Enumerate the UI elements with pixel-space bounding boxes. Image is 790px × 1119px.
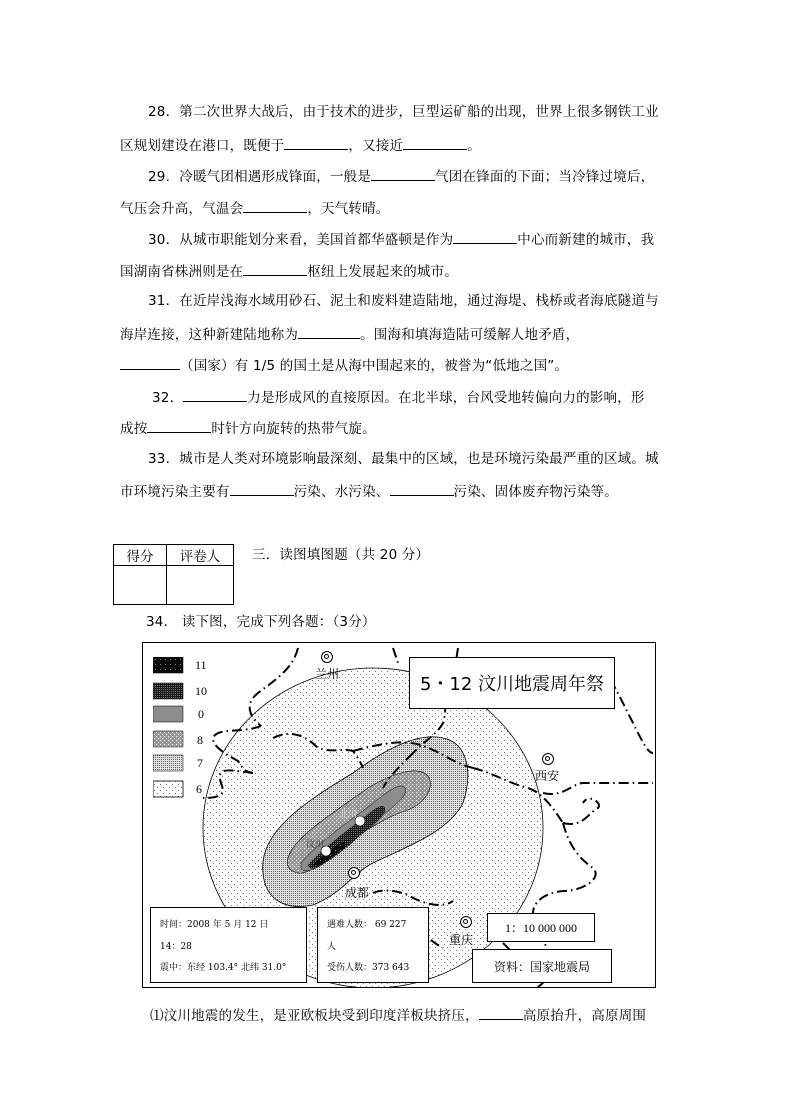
legend-swatch-10 xyxy=(153,683,183,699)
city-marker-lanzhou-icon xyxy=(321,651,333,663)
info-time-line2: 14：28 xyxy=(160,942,192,952)
q29-text-c: 气压会升高，气温会 xyxy=(120,201,244,217)
q32-text-a: 32． xyxy=(152,390,184,406)
legend-swatch-11 xyxy=(153,657,183,673)
city-marker-chongqing-icon xyxy=(460,916,472,928)
q34-sub1 xyxy=(150,1005,646,1025)
q31-line3 xyxy=(120,355,568,375)
q30-text-c: 国湖南省株洲则是在 xyxy=(120,264,244,280)
section3-title: 三．读图填图题（共 20 分） xyxy=(252,547,430,563)
q28-blank-1[interactable] xyxy=(284,135,348,150)
q33-blank-2[interactable] xyxy=(390,481,454,496)
q31-line1: 31．在近岸浅海水域用砂石、泥土和废料建造陆地，通过海堤、栈桥或者海底隧道与 xyxy=(148,293,659,309)
epicenter-label-beichuan: 北川 xyxy=(339,810,358,820)
q32-text-c: 成按 xyxy=(120,421,148,437)
q29-line2 xyxy=(120,198,390,218)
legend-label-8: 8 xyxy=(197,733,203,747)
city-label-chengdu: 成都 xyxy=(345,886,370,900)
q28-text-b: ，又接近 xyxy=(348,138,404,154)
info-deaths: 遇难人数： 69 227 xyxy=(327,920,407,930)
city-label-lanzhou: 兰州 xyxy=(315,667,340,681)
q29-text-a: 29．冷暖气团相遇形成锋面，一般是 xyxy=(148,169,372,185)
q31-text-a: 海岸连接，这种新建陆地称为 xyxy=(120,327,299,343)
info-time-line1: 时间：2008 年 5 月 12 日 xyxy=(160,920,269,930)
q30-text-a: 30．从城市职能划分来看，美国首都华盛顿是作为 xyxy=(148,232,454,248)
q34-sub1-text-a: ⑴汶川地震的发生，是亚欧板块受到印度洋板块挤压， xyxy=(150,1008,479,1024)
legend-swatch-8 xyxy=(153,731,183,747)
q30-line1 xyxy=(148,229,654,249)
legend-swatches xyxy=(153,657,185,807)
q34-intro: 34． 读下图，完成下列各题：（3分） xyxy=(146,614,376,630)
earthquake-intensity-map xyxy=(142,642,656,988)
legend-label-10: 10 xyxy=(195,684,207,698)
q32-blank-2[interactable] xyxy=(147,418,211,433)
grader-header: 评卷人 xyxy=(167,545,234,566)
info-epicenter-coords: 震中：东经 103.4° 北纬 31.0° xyxy=(160,963,287,973)
city-marker-xian-icon xyxy=(542,753,554,765)
q31-text-c: （国家）有 1/5 的国土是从海中围起来的，被誉为“低地之国”。 xyxy=(180,358,569,374)
legend-label-9: 0 xyxy=(198,707,204,721)
q34-sub1-blank[interactable] xyxy=(479,1005,523,1020)
legend-swatch-7 xyxy=(153,755,183,771)
map-title: 5・12 汶川地震周年祭 xyxy=(409,657,615,709)
q28-line2 xyxy=(120,135,481,155)
q33-line2 xyxy=(120,481,618,501)
score-header: 得分 xyxy=(114,545,167,566)
q29-blank-2[interactable] xyxy=(243,198,307,213)
q32-text-d: 时针方向旋转的热带气旋。 xyxy=(211,421,376,437)
q32-line2 xyxy=(120,418,376,438)
q32-text-b: 力是形成风的直接原因。在北半球，台风受地转偏向力的影响，形 xyxy=(247,390,645,406)
legend-swatch-6 xyxy=(153,781,183,797)
q30-text-d: 枢纽上发展起来的城市。 xyxy=(307,264,459,280)
q32-line1 xyxy=(152,387,645,407)
q33-blank-1[interactable] xyxy=(230,481,294,496)
q29-blank-1[interactable] xyxy=(371,166,435,181)
q33-text-c: 污染、固体废弃物污染等。 xyxy=(453,484,618,500)
city-label-chongqing: 重庆 xyxy=(449,933,474,947)
q33-line1: 33．城市是人类对环境影响最深刻、最集中的区域，也是环境污染最严重的区域。城 xyxy=(148,451,659,467)
q34-sub1-text-b: 高原抬升，高原周围 xyxy=(522,1008,647,1024)
legend-swatch-9 xyxy=(153,706,183,722)
q31-line2 xyxy=(120,324,579,344)
map-scale: 1：10 000 000 xyxy=(487,913,595,942)
info-injured: 受伤人数：373 643 xyxy=(327,963,410,973)
q31-text-b: 。围海和填海造陆可缓解人地矛盾， xyxy=(360,327,580,343)
q30-text-b: 中心而新建的城市，我 xyxy=(517,232,655,248)
score-cell[interactable] xyxy=(114,566,167,605)
info-box-casualties xyxy=(317,907,429,983)
legend-label-6: 6 xyxy=(196,782,202,796)
q28-line1: 28．第二次世界大战后，由于技术的进步，巨型运矿船的出现，世界上很多钢铁工业 xyxy=(148,104,659,120)
grader-cell[interactable] xyxy=(167,566,234,605)
city-label-xian: 西安 xyxy=(535,769,560,783)
q29-line1 xyxy=(148,166,654,186)
q30-blank-2[interactable] xyxy=(243,261,307,276)
q28-text-c: 。 xyxy=(467,138,481,154)
score-table xyxy=(113,544,234,605)
info-box-time xyxy=(150,907,307,983)
q32-blank-1[interactable] xyxy=(183,387,247,402)
q31-blank-1[interactable] xyxy=(298,324,360,339)
q29-text-d: ，天气转晴。 xyxy=(307,201,390,217)
q30-blank-1[interactable] xyxy=(453,229,517,244)
q31-blank-2[interactable] xyxy=(120,355,180,370)
legend-label-11: 11 xyxy=(195,658,207,672)
epicenter-label-wenchuan: 汶川 xyxy=(306,840,325,850)
q30-line2 xyxy=(120,261,458,281)
map-source: 资料：国家地震局 xyxy=(472,949,612,983)
info-deaths-unit: 人 xyxy=(327,942,337,952)
city-marker-chengdu-icon xyxy=(348,867,360,879)
q28-blank-2[interactable] xyxy=(403,135,467,150)
legend-label-7: 7 xyxy=(197,756,203,770)
q29-text-b: 气团在锋面的下面；当冷锋过境后， xyxy=(435,169,655,185)
q33-text-a: 市环境污染主要有 xyxy=(120,484,230,500)
q33-text-b: 污染、水污染、 xyxy=(293,484,390,500)
q28-text-a: 区规划建设在港口，既便于 xyxy=(120,138,285,154)
